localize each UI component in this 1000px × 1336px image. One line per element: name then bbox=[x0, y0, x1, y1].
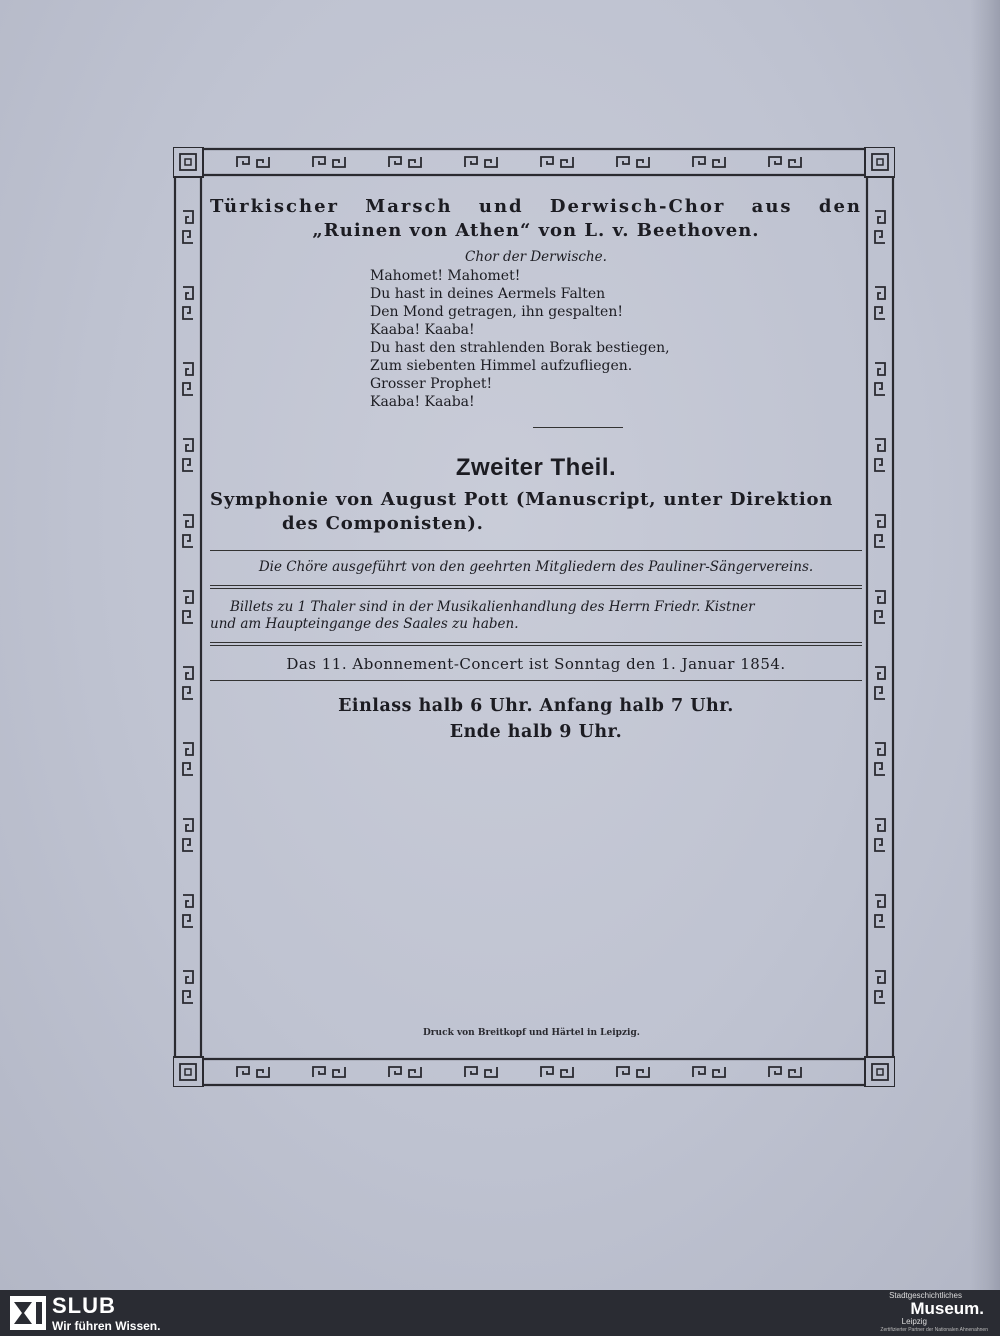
museum-city: Leipzig bbox=[901, 1317, 927, 1326]
slub-logo-icon bbox=[10, 1296, 46, 1330]
next-concert: Das 11. Abonnement-Concert ist Sonntag den 1. Januar 1854. bbox=[286, 655, 786, 673]
library-name: SLUB bbox=[52, 1293, 116, 1318]
verse-line: Kaaba! Kaaba! bbox=[370, 394, 475, 410]
printer-credit: Druck von Breitkopf und Härtel in Leipzig. bbox=[423, 1028, 640, 1038]
verse-line: Du hast den strahlenden Borak bestiegen, bbox=[370, 340, 670, 356]
footer-bar bbox=[0, 1290, 1000, 1336]
museum-name: Museum. bbox=[910, 1299, 984, 1318]
rule-line bbox=[210, 680, 862, 681]
verse-line: Mahomet! Mahomet! bbox=[370, 268, 521, 284]
symphony-line-cont: des Componisten). bbox=[282, 513, 484, 534]
verse-line: Zum siebenten Himmel aufzufliegen. bbox=[370, 358, 633, 374]
chor-heading: Chor der Derwische. bbox=[465, 249, 607, 265]
poster-content bbox=[210, 195, 862, 745]
paper-edge bbox=[970, 0, 1000, 1290]
double-rule bbox=[210, 642, 862, 646]
verse-line: Grosser Prophet! bbox=[370, 376, 493, 392]
section-divider bbox=[533, 427, 623, 428]
choirs-note: Die Chöre ausgeführt von den geehrten Mitgliedern des Pauliner-Sängervereins. bbox=[258, 559, 814, 575]
double-rule bbox=[210, 585, 862, 589]
end-time: Ende halb 9 Uhr. bbox=[449, 722, 623, 742]
concert-piece-title: Türkischer Marsch und Derwisch-Chor aus den bbox=[210, 196, 862, 217]
admission-times: Einlass halb 6 Uhr. Anfang halb 7 Uhr. bbox=[338, 696, 734, 716]
concert-piece-subtitle: „Ruinen von Athen“ von L. v. Beethoven. bbox=[312, 220, 760, 241]
library-tagline: Wir führen Wissen. bbox=[52, 1319, 161, 1333]
museum-note: Zertifizierter Partner der Nationalen Ahnenahnen bbox=[880, 1327, 988, 1333]
verse-line: Kaaba! Kaaba! bbox=[370, 322, 475, 338]
symphony-line: Symphonie von August Pott (Manuscript, unter Direktion bbox=[210, 489, 834, 510]
verse-line: Den Mond getragen, ihn gespalten! bbox=[370, 304, 623, 320]
part-heading: Zweiter Theil. bbox=[455, 454, 617, 481]
verse-line: Du hast in deines Aermels Falten bbox=[370, 286, 606, 302]
tickets-line: Billets zu 1 Thaler sind in der Musikalienhandlung des Herrn Friedr. Kistner bbox=[230, 599, 755, 615]
verse-block bbox=[370, 267, 862, 411]
tickets-line-cont: und am Haupteingange des Saales zu haben. bbox=[210, 616, 519, 632]
museum-line: Stadtgeschichtliches bbox=[889, 1291, 962, 1300]
rule-line bbox=[210, 550, 862, 551]
